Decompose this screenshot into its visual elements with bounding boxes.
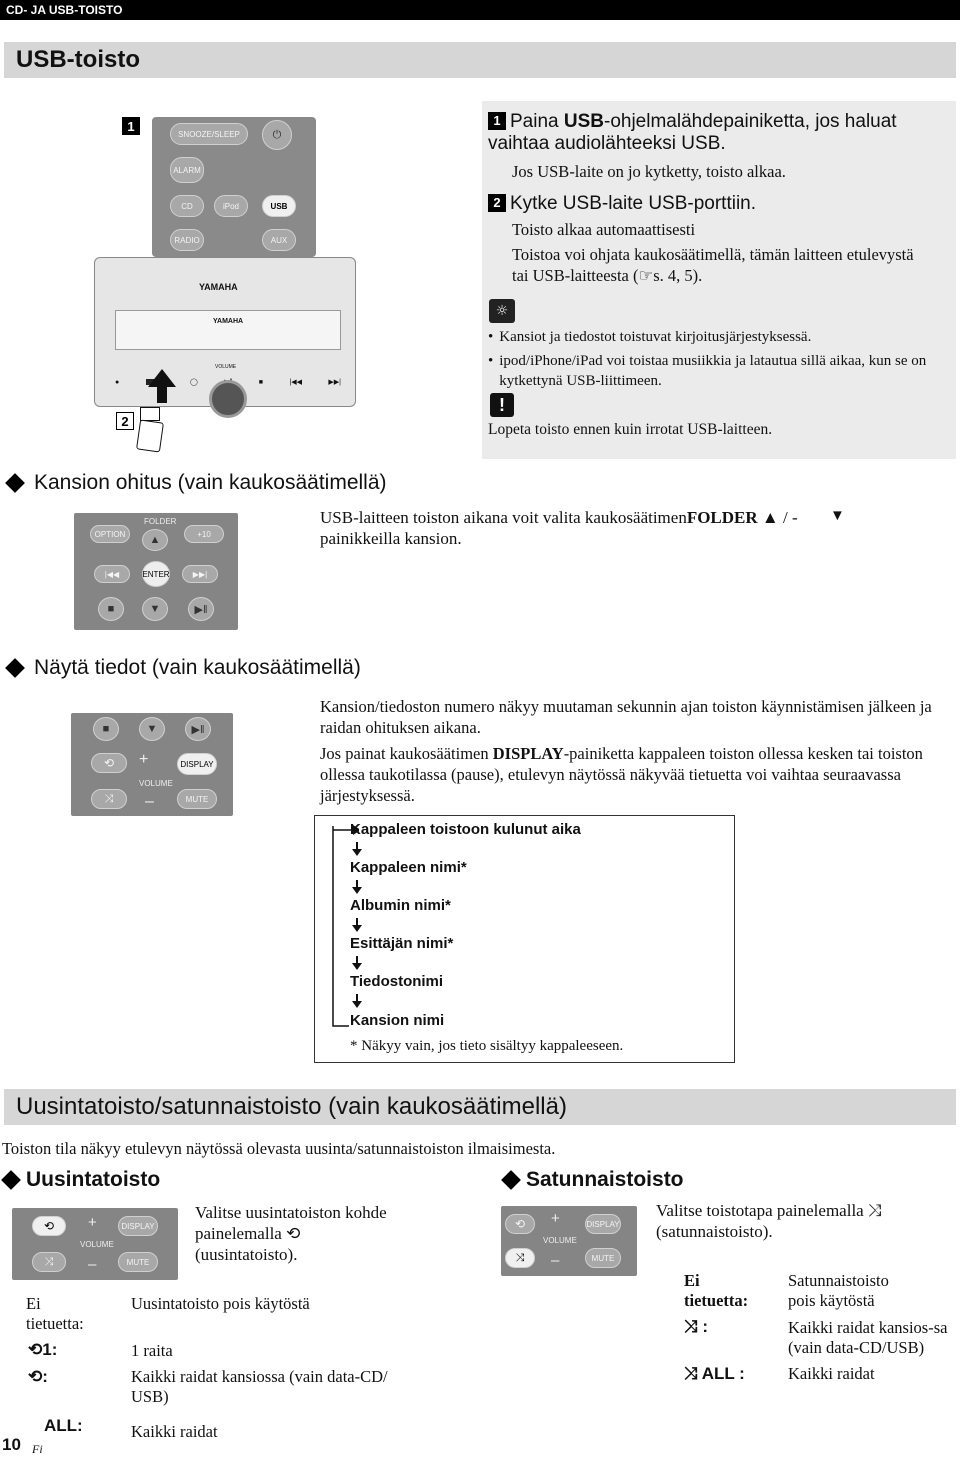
repeat-instructions	[195, 1202, 435, 1265]
page-number: 10	[2, 1435, 21, 1454]
mute-button[interactable]: MUTE	[177, 789, 217, 809]
mute-button[interactable]: MUTE	[585, 1248, 621, 1268]
repeat-intro: Toiston tila näkyy etulevyn näytössä olevasta uusinta/satunnaistoiston ilmaisimesta.	[2, 1139, 556, 1158]
diamond-bullet-icon	[501, 1170, 521, 1190]
step-1-title-post: -ohjelmalähdepainiketta, jos haluat vaihtaa audiolähteeksi USB.	[488, 111, 897, 154]
down-arrow-icon	[352, 880, 362, 894]
prev-icon[interactable]: |◀◀	[289, 379, 302, 386]
repeat-row-key-text: :	[42, 1367, 48, 1386]
show-info-para2-bold: DISPLAY	[492, 744, 564, 763]
device-front-panel	[94, 257, 356, 407]
step-1-sub: Jos USB-laite on jo kytketty, toisto alkaa.	[512, 162, 786, 181]
shuffle-row-key: Ei tietuetta:	[684, 1271, 749, 1310]
flow-item: Kappaleen nimi*	[350, 859, 467, 876]
repeat-row-key-1	[28, 1340, 57, 1360]
tip-item: • Kansiot ja tiedostot toistuvat kirjoitusjärjestyksessä.	[488, 329, 812, 345]
volume-minus-icon[interactable]: –	[145, 793, 154, 810]
display-cycle-box	[314, 815, 735, 1063]
down-arrow-icon	[352, 918, 362, 932]
step-2-number: 2	[488, 194, 506, 212]
show-info-title: Näytä tiedot (vain kaukosäätimellä)	[34, 656, 361, 679]
shuffle-text2: (satunnaistoisto).	[656, 1222, 773, 1241]
stop-icon[interactable]: ■	[258, 378, 264, 386]
shuffle-icon[interactable]: ⤨	[91, 789, 127, 809]
display-button[interactable]: DISPLAY	[585, 1214, 621, 1234]
section-title-repeat	[4, 1089, 956, 1125]
folder-skip-text-post: / -	[778, 508, 798, 527]
volume-label: VOLUME	[139, 779, 173, 788]
section-tag: CD- JA USB-TOISTO	[0, 0, 960, 20]
step-1-title-pre: Paina	[510, 111, 564, 132]
usb-button[interactable]: USB	[262, 195, 296, 217]
step-2-title: Kytke USB-laite USB-porttiin.	[510, 193, 757, 214]
repeat-row-val: Kaikki raidat	[131, 1422, 218, 1441]
repeat-row-val: 1 raita	[131, 1341, 173, 1360]
folder-up-icon[interactable]: ▲	[142, 529, 168, 551]
repeat-text2: painelemalla	[195, 1224, 282, 1243]
device-illustration	[94, 115, 364, 455]
cd-button[interactable]: CD	[170, 195, 204, 217]
play-pause-icon[interactable]: ▶‖	[188, 597, 214, 621]
flow-item: Esittäjän nimi*	[350, 935, 454, 952]
repeat-one-icon: ⟲	[28, 1340, 43, 1359]
volume-plus-icon[interactable]: +	[551, 1210, 560, 1227]
step-2-sub2-text: Toistoa voi ohjata kaukosäätimellä, tämän laitteen etulevystä tai USB-laitteesta (	[512, 245, 914, 285]
page-language: Fi	[32, 1442, 43, 1456]
folder-skip-title: Kansion ohitus (vain kaukosäätimellä)	[34, 471, 387, 494]
step-2-sub1: Toisto alkaa automaattisesti	[512, 220, 696, 239]
show-info-para1: Kansion/tiedoston numero näkyy muutaman sekunnin ajan toiston käynnistämisen jälkeen ja raidan ohituksen aikana.	[320, 697, 932, 737]
usb-stick-icon	[136, 419, 164, 452]
folder-skip-text-pre: USB-laitteen toiston aikana voit valita kaukosäätimen	[320, 508, 687, 527]
play-pause-icon[interactable]: ▶‖	[185, 717, 211, 741]
folder-down-icon[interactable]: ▼	[142, 597, 168, 621]
volume-label: VOLUME	[543, 1236, 577, 1245]
power-icon[interactable]: ⏻	[262, 120, 292, 150]
tip-text: Kansiot ja tiedostot toistuvat kirjoitusjärjestyksessä.	[499, 329, 812, 345]
volume-minus-icon[interactable]: –	[551, 1252, 560, 1269]
display-button[interactable]: DISPLAY	[177, 753, 217, 775]
shuffle-instructions	[656, 1200, 946, 1242]
tip-item: • ipod/iPhone/iPad voi toistaa musiikkia ja latautua sillä aikaa, kun se on kytkettynä USB-liittimeen.	[488, 351, 954, 391]
repeat-symbol-icon: ⟲	[286, 1224, 301, 1243]
step-1-title-bold: USB	[563, 111, 604, 132]
step-2	[488, 193, 954, 215]
repeat-button-icon[interactable]: ⟲	[32, 1216, 66, 1236]
shuffle-row-val: Kaikki raidat	[788, 1364, 875, 1383]
stop-icon[interactable]: ■	[93, 717, 119, 741]
flow-item: Kappaleen toistoon kulunut aika	[350, 821, 581, 838]
section-title-text: Uusintatoisto/satunnaistoisto (vain kaukosäätimellä)	[16, 1093, 567, 1120]
warning-text: Lopeta toisto ennen kuin irrotat USB-laitteen.	[488, 421, 773, 438]
shuffle-title: Satunnaistoisto	[526, 1168, 684, 1191]
folder-skip-text-line2: painikkeilla kansion.	[320, 529, 462, 548]
down-arrow-icon	[352, 956, 362, 970]
flow-footnote: * Näkyy vain, jos tieto sisältyy kappaleeseen.	[350, 1038, 624, 1054]
diamond-bullet-icon	[5, 473, 25, 493]
enter-button[interactable]: ENTER	[142, 561, 170, 587]
radio-button[interactable]: RADIO	[170, 229, 204, 251]
repeat-row-key-text: 1:	[42, 1340, 58, 1359]
repeat-icon[interactable]: ⟲	[505, 1214, 535, 1234]
warning-icon: !	[490, 393, 514, 417]
show-info-heading	[4, 656, 361, 680]
shuffle-text1: Valitse toistotapa painelemalla	[656, 1201, 864, 1220]
next-icon[interactable]: ▶▶|	[328, 379, 341, 386]
shuffle-heading	[500, 1168, 684, 1192]
volume-minus-icon[interactable]: –	[88, 1256, 97, 1273]
repeat-row-val: Uusintatoisto pois käytöstä	[131, 1294, 310, 1313]
plus10-button[interactable]: +10	[184, 525, 224, 543]
remote-folder-illustration	[74, 513, 238, 630]
shuffle-row-key-text: ALL :	[701, 1364, 745, 1383]
shuffle-row-key-text: :	[702, 1317, 709, 1336]
tip-text: ipod/iPhone/iPad voi toistaa musiikkia ja latautua sillä aikaa, kun se on kytkettynä USB-liittimeen.	[499, 353, 927, 389]
shuffle-icon: ⤨	[684, 1317, 698, 1336]
diamond-bullet-icon	[5, 658, 25, 678]
step-2-sub2-ref: s. 4, 5).	[653, 266, 703, 285]
repeat-title: Uusintatoisto	[26, 1168, 161, 1191]
shuffle-row-key-all	[684, 1364, 745, 1384]
down-arrow-icon	[352, 994, 362, 1008]
show-info-para2-post: -painiketta kappaleen toiston ollessa kesken tai toiston ollessa taukotilassa (pause), etulevyn näytössä näkyvää tietuetta voi vaihtaa seuraavassa järjestyksessä.	[320, 744, 923, 805]
folder-label: FOLDER	[144, 517, 177, 526]
repeat-icon[interactable]: ⟲	[91, 753, 127, 773]
shuffle-row-key-folder	[684, 1317, 708, 1337]
volume-plus-icon[interactable]: +	[88, 1214, 97, 1231]
repeat-text3: (uusintatoisto).	[195, 1245, 298, 1264]
repeat-row-key-folder	[28, 1367, 48, 1387]
step-1	[488, 111, 954, 155]
shuffle-symbol-icon: ⤨	[867, 1201, 882, 1220]
up-triangle-icon: ▲	[761, 508, 779, 527]
page-ref-icon: ☞	[638, 266, 654, 285]
step-2-sub2	[512, 244, 932, 286]
aux-button[interactable]: AUX	[262, 229, 296, 251]
insert-arrow-shaft	[157, 385, 167, 403]
power-led-icon: ●	[115, 378, 120, 386]
remote-repeat-illustration	[12, 1208, 178, 1280]
shuffle-button-icon[interactable]: ⤨	[505, 1248, 535, 1268]
shuffle-row-val: Satunnaistoisto pois käytöstä	[788, 1271, 889, 1310]
tip-lightbulb-icon: ☼	[489, 299, 515, 323]
snooze-sleep-button[interactable]: SNOOZE/SLEEP	[170, 123, 248, 145]
repeat-row-key: Ei tietuetta:	[26, 1294, 84, 1333]
down-icon[interactable]: ▼	[139, 717, 165, 741]
remote-shuffle-illustration	[501, 1206, 637, 1276]
volume-label: VOLUME	[215, 364, 237, 370]
repeat-row-val: Kaikki raidat kansiossa (vain data-CD/ USB)	[131, 1367, 388, 1406]
display-button[interactable]: DISPLAY	[118, 1216, 158, 1236]
shuffle-row-val: Kaikki raidat kansios-sa (vain data-CD/USB)	[788, 1318, 948, 1357]
cd-slot	[115, 310, 341, 350]
figure-step-1: 1	[122, 117, 140, 135]
flow-item: Albumin nimi*	[350, 897, 451, 914]
diamond-bullet-icon	[1, 1170, 21, 1190]
volume-plus-icon[interactable]: +	[139, 751, 149, 768]
repeat-folder-icon: ⟲	[28, 1367, 43, 1386]
folder-skip-text-bold: FOLDER	[686, 508, 758, 527]
ipod-button[interactable]: iPod	[214, 195, 248, 217]
down-triangle-icon: ▼	[830, 508, 845, 524]
section-title-usb	[4, 42, 956, 78]
repeat-heading	[0, 1168, 160, 1192]
show-info-para2	[320, 743, 952, 806]
show-info-para2-pre: Jos painat kaukosäätimen	[320, 744, 493, 763]
shuffle-text1-line	[656, 1200, 946, 1221]
stop-icon[interactable]: ■	[98, 597, 124, 621]
section-title-text: USB-toisto	[16, 46, 140, 73]
brand-logo-front: YAMAHA	[213, 318, 244, 325]
device-top-panel	[152, 117, 316, 257]
volume-knob[interactable]	[209, 380, 247, 418]
headphone-icon: ◯	[189, 379, 198, 386]
figure-step-2: 2	[116, 412, 134, 430]
folder-skip-heading	[4, 471, 387, 495]
tips-list	[488, 327, 954, 391]
alarm-button[interactable]: ALARM	[170, 157, 204, 183]
shuffle-icon: ⤨	[684, 1364, 698, 1383]
option-button[interactable]: OPTION	[90, 525, 130, 543]
repeat-text2-line	[195, 1223, 435, 1244]
flow-item: Tiedostonimi	[350, 973, 444, 990]
shuffle-icon[interactable]: ⤨	[32, 1252, 66, 1272]
repeat-row-key-all: ALL:	[44, 1416, 83, 1435]
step-1-number: 1	[488, 112, 506, 130]
volume-label: VOLUME	[80, 1240, 114, 1249]
flow-item: Kansion nimi	[350, 1012, 445, 1029]
skip-forward-icon[interactable]: ▶▶|	[182, 565, 218, 583]
remote-display-illustration	[71, 713, 233, 816]
brand-logo-top: YAMAHA	[199, 282, 238, 292]
down-arrow-icon	[352, 842, 362, 856]
skip-back-icon[interactable]: |◀◀	[94, 565, 130, 583]
mute-button[interactable]: MUTE	[118, 1252, 158, 1272]
repeat-text1: Valitse uusintatoiston kohde	[195, 1203, 387, 1222]
